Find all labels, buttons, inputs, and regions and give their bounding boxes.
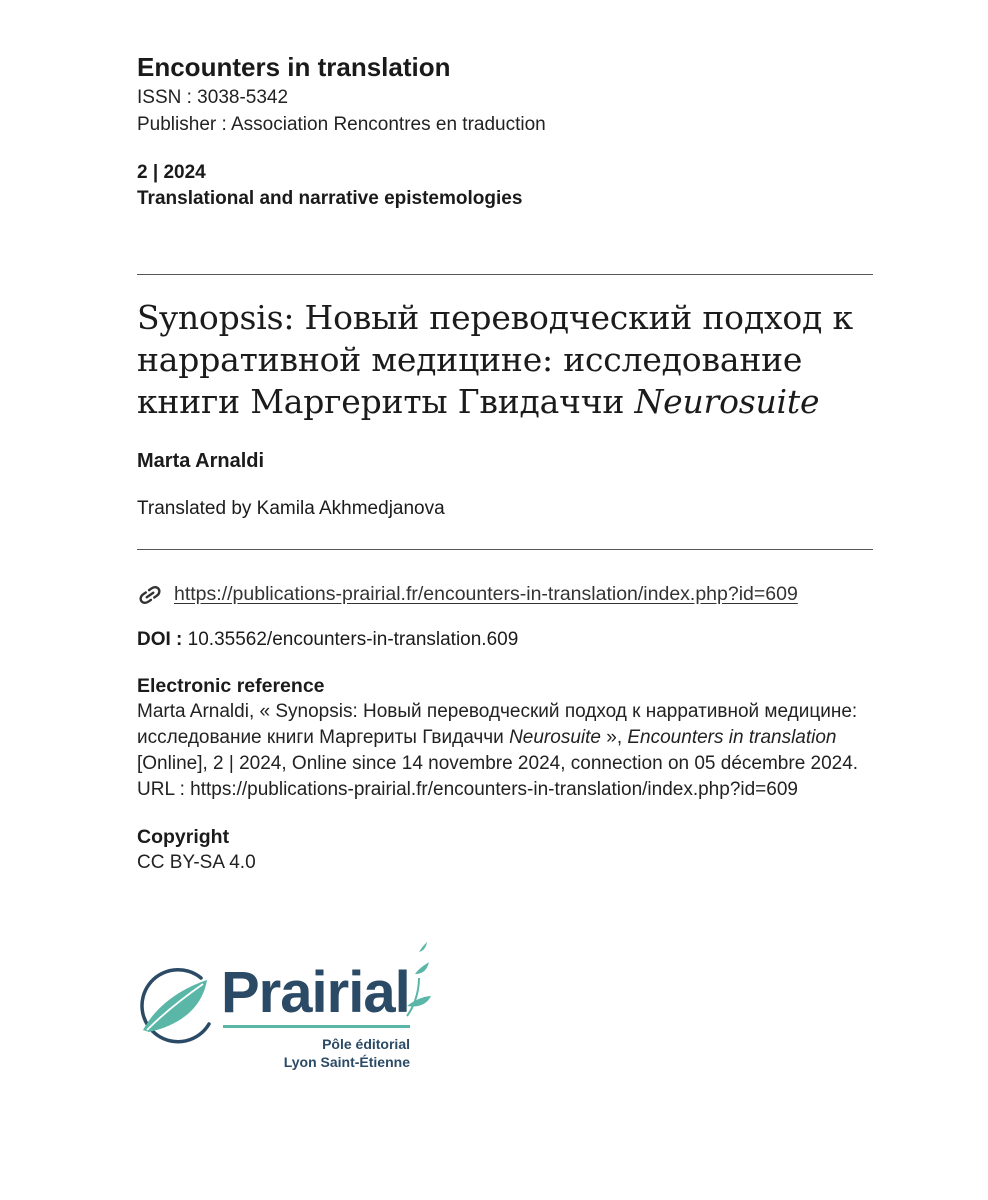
journal-publisher: Publisher : Association Rencontres en traduction [137, 114, 546, 135]
document-page [137, 50, 873, 876]
electronic-reference-heading: Electronic reference [137, 675, 325, 697]
link-icon [137, 584, 163, 604]
issue-theme: Translational and narrative epistemologies [137, 188, 523, 209]
eref-part1: Marta Arnaldi, « Synopsis: Новый переводческий подход к нарративной медицине: исследование книги Маргериты Гвидаччи [137, 701, 858, 748]
article-author: Marta Arnaldi [137, 450, 265, 472]
issue-info [137, 160, 873, 212]
journal-issn: ISSN : 3038-5342 [137, 87, 289, 108]
bottom-divider [137, 549, 873, 550]
doi-value: 10.35562/encounters-in-translation.609 [187, 629, 519, 650]
doi-label: DOI : [137, 629, 183, 650]
journal-title: Encounters in translation [137, 52, 451, 82]
issue-number: 2 | 2024 [137, 162, 206, 183]
article-url-link[interactable]: https://publications-prairial.fr/encounters-in-translation/index.php?id=609 [174, 583, 798, 605]
top-divider [137, 274, 873, 275]
article-title-italic: Neurosuite [634, 382, 820, 421]
copyright-heading: Copyright [137, 826, 230, 848]
eref-part4: Encounters in translation [627, 727, 837, 748]
copyright-section [137, 824, 873, 876]
logo-subtitle-2: Lyon Saint-Étienne [283, 1054, 410, 1070]
doi-row [137, 626, 873, 654]
logo-subtitle-1: Pôle éditorial [322, 1036, 410, 1052]
eref-part3: », [600, 727, 628, 748]
eref-part2: Neurosuite [509, 727, 601, 748]
electronic-reference-text [137, 699, 873, 803]
logo-wordmark: Prairial [221, 960, 410, 1025]
article-title-main: Synopsis: Новый переводческий подход к нарративной медицине: исследование книги Маргериты Гвидаччи [137, 298, 853, 421]
article-translator: Translated by Kamila Akhmedjanova [137, 498, 445, 519]
prairial-logo [135, 938, 435, 1078]
logo-underline [223, 1025, 410, 1028]
article-link-row [137, 580, 873, 608]
copyright-value: CC BY-SA 4.0 [137, 852, 256, 873]
eref-part5: [Online], 2 | 2024, Online since 14 novembre 2024, connection on 05 décembre 2024. URL : https://publications-prairial.fr/encounters-in-translation/index.php?id=609 [137, 753, 859, 800]
article-title [137, 297, 873, 423]
electronic-reference [137, 673, 873, 803]
